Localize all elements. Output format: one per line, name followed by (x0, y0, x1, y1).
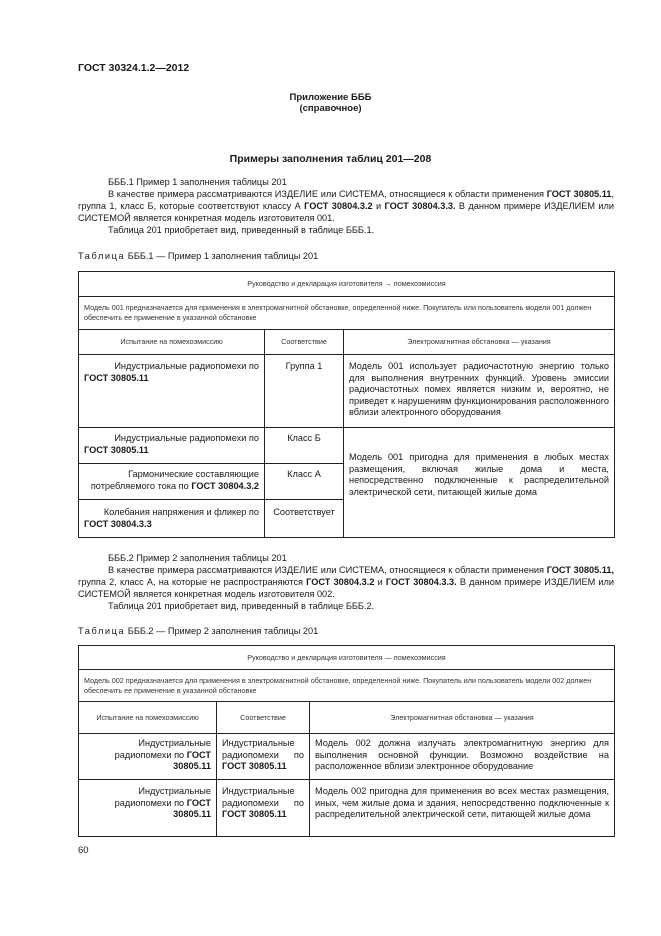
column-header-environment: Электромагнитная обстановка — указания (344, 330, 615, 355)
appendix-label: Приложение БББ (289, 92, 372, 103)
table-row: Индустриальные радиопомехи по ГОСТ 30805.11 Группа 1 Модель 001 использует радиочастотную энергию только для выполнения внутренних функций. Уровень эмиссии радиочастотных помех является низким и, вероятно, не приведет к нарушениям функционирования расположенного вблизи электронного оборудования (79, 355, 615, 428)
table-1-title: Руководство и декларация изготовителя → помехоэмиссия (79, 272, 615, 297)
document-header: ГОСТ 30324.1.2—2012 (78, 62, 190, 74)
table-2-note: Модель 002 предназначается для применения в электромагнитной обстановке, определенной ниже. Покупатель или пользователь модели 002 должен обеспечить ее применение в указанной обстановке (79, 670, 615, 702)
table-row: Колебания напряжения и фликер по ГОСТ 30804.3.3 Соответствует (79, 500, 615, 538)
table-row: Индустриальные радиопомехи по ГОСТ 30805.11 Индустриальные радиопомехи по ГОСТ 30805.11 Модель 002 должна излучать электромагнитную энергию для выполнения основной функции. Возможно воздействие на расположенное вблизи электронное оборудование (79, 734, 615, 780)
table-1-caption: Таблица БББ.1 — Пример 1 заполнения таблицы 201 (78, 251, 319, 261)
example-2-title: БББ.2 Пример 2 заполнения таблицы 201 (108, 553, 287, 563)
column-header-environment: Электромагнитная обстановка — указания (310, 702, 615, 734)
appendix-title (0, 92, 661, 114)
example-2-text: БББ.2 Пример 2 заполнения таблицы 201 В качестве примера рассматриваются ИЗДЕЛИЕ или СИСТЕМА, относящиеся к области применения ГОСТ 30805.11, группа 2, класс А, на которые не распространяются ГОСТ 30804.3.2 и ГОСТ 30804.3.3. В данном примере ИЗДЕЛИЕМ или СИСТЕМОЙ является конкретная модель изготовителя 002. Таблица 201 приобретает вид, приведенный в таблице БББ.2. (78, 553, 615, 611)
page-number: 60 (78, 845, 89, 856)
example-1-text: БББ.1 Пример 1 заполнения таблицы 201 В качестве примера рассматриваются ИЗДЕЛИЕ или СИСТЕМА, относящиеся к области применения ГОСТ 30805.11, группа 1, класс Б, которые соответствуют классу А ГОСТ 30804.3.2 и ГОСТ 30804.3.3. В данном примере ИЗДЕЛИЕМ или СИСТЕМОЙ является конкретная модель изготовителя 001. Таблица 201 приобретает вид, приведенный в таблице БББ.1. (78, 177, 614, 235)
table-2-caption: Таблица БББ.2 — Пример 2 заполнения таблицы 201 (78, 626, 319, 636)
table-row: Гармонические составляющие потребляемого тока по ГОСТ 30804.3.2 Класс А (79, 464, 615, 500)
example-1-title: БББ.1 Пример 1 заполнения таблицы 201 (108, 177, 287, 187)
column-header-compliance: Соответствие (217, 702, 310, 734)
table-2-title: Руководство и декларация изготовителя — помехоэмиссия (79, 646, 615, 670)
column-header-compliance: Соответствие (265, 330, 344, 355)
column-header-test: Испытание на помехоэмиссию (79, 702, 217, 734)
table-2 (78, 645, 615, 837)
table-row: Индустриальные радиопомехи по ГОСТ 30805.11 Класс Б Модель 001 пригодна для применения в любых местах размещения, включая жилые дома и места, непосредственно подключенные к распределительной электрической сети, питающей жилые дома (79, 428, 615, 464)
appendix-subtitle: (справочное) (299, 103, 362, 114)
column-header-test: Испытание на помехоэмиссию (79, 330, 265, 355)
table-1 (78, 271, 615, 538)
table-row: Индустриальные радиопомехи по ГОСТ 30805.11 Индустриальные радиопомехи по ГОСТ 30805.11 Модель 002 пригодна для применения во всех местах размещения, иных, чем жилые дома и здания, непосредственно подключенные к распределительной электрической сети, питающей жилые дома (79, 780, 615, 837)
table-1-note: Модель 001 предназначается для применения в электромагнитной обстановке, определенной ниже. Покупатель или пользователь модели 001 должен обеспечить ее применение в указанной обстановке (79, 297, 615, 330)
section-heading: Примеры заполнения таблиц 201—208 (229, 153, 432, 165)
